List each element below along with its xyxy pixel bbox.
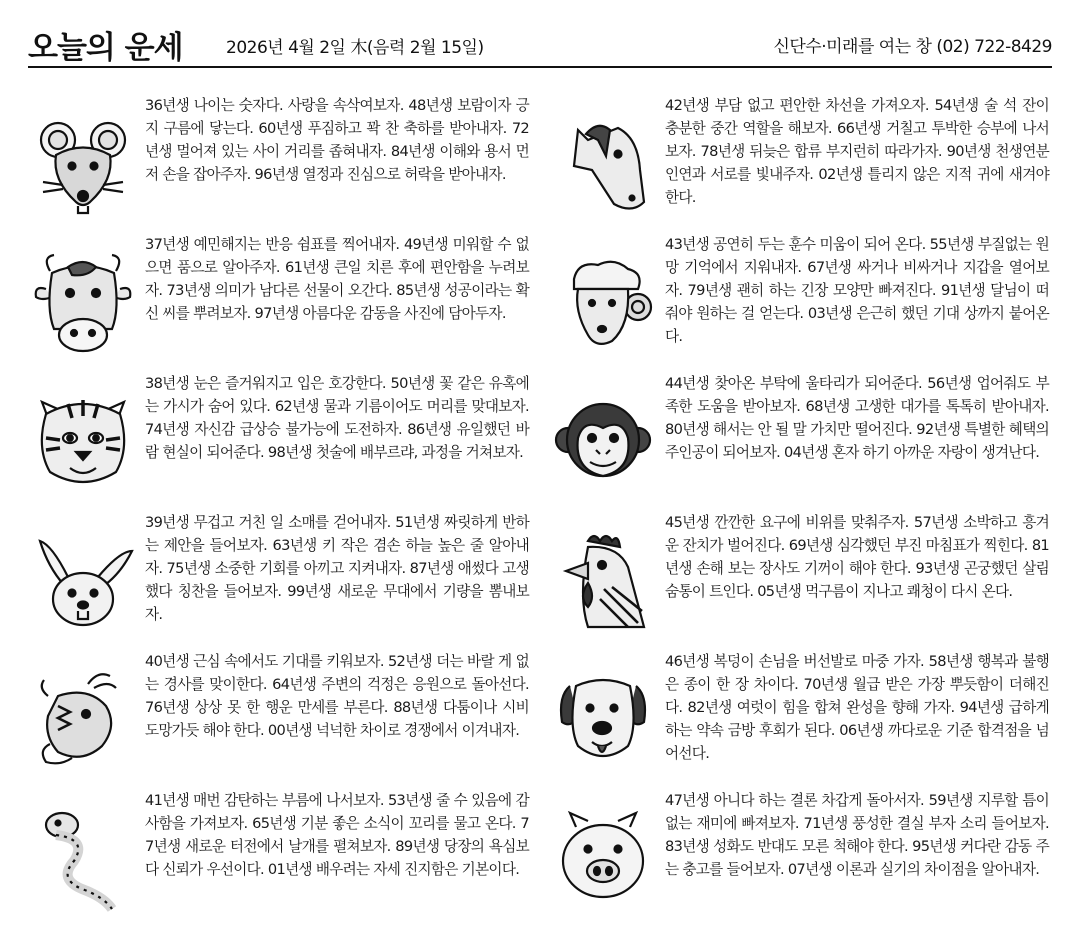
- fortune-horse: [548, 94, 1058, 224]
- fortune-dog: [548, 650, 1058, 780]
- fortune-rat: [28, 94, 538, 224]
- fortune-text: 45년생 깐깐한 요구에 비위를 맞춰주자. 57년생 소박하고 흥겨운 잔치가 벌어진다. 69년생 심각했던 부진 마침표가 찍힌다. 81년생 손해 보는 장사도 기꺼이 해야 한다. 93년생 곤궁했던 살림 숨통이 트인다. 05년생 먹구름이 지나고 쾌청이 다시 온다.: [665, 514, 1049, 600]
- fortune-text: 41년생 매번 감탄하는 부름에 나서보자. 53년생 줄 수 있음에 감사함을 가져보자. 65년생 기분 좋은 소식이 꼬리를 물고 온다. 77년생 새로운 터전에서 날개를 펼쳐보자. 89년생 당장의 욕심보다 신뢰가 우선이다. 01년생 배우려는 자세 진지함은 기본이다.: [145, 792, 529, 878]
- fortune-ox: [28, 233, 538, 363]
- fortune-snake: [28, 789, 538, 919]
- fortune-sheep: [548, 233, 1058, 363]
- fortune-tiger: [28, 372, 538, 502]
- fortune-pig: [548, 789, 1058, 919]
- fortune-text: 40년생 근심 속에서도 기대를 키워보자. 52년생 더는 바랄 게 없는 경사를 맞이한다. 64년생 주변의 걱정은 응원으로 돌아선다. 76년생 상상 못 한 행운 만세를 부른다. 88년생 다툼이나 시비 도망가듯 해야 한다. 00년생 넉넉한 차이로 경쟁에서 이겨내자.: [145, 653, 529, 739]
- fortune-monkey: [548, 372, 1058, 502]
- snake-icon: [28, 805, 138, 915]
- pig-icon: [548, 805, 658, 915]
- fortune-rooster: [548, 511, 1058, 641]
- fortune-text: 42년생 부담 없고 편안한 차선을 가져오자. 54년생 술 석 잔이 충분한 중간 역할을 해보자. 66년생 거칠고 투박한 승부에 나서보자. 78년생 뒤늦은 합류 부지런히 따라가자. 90년생 천생연분 인연과 서로를 빛내주자. 02년생 틀리지 않은 지적 귀에 새겨야 한다.: [665, 97, 1049, 206]
- fortune-text: 36년생 나이는 숫자다. 사랑을 속삭여보자. 48년생 보람이자 긍지 구름에 닿는다. 60년생 푸짐하고 꽉 찬 축하를 받아내자. 72년생 멀어져 있는 사이 거리를 좁혀내자. 84년생 이해와 용서 먼저 손을 잡아주자. 96년생 열정과 진심으로 허락을 받아내자.: [145, 97, 529, 183]
- fortune-text: 46년생 복덩이 손님을 버선발로 마중 가자. 58년생 행복과 불행은 종이 한 장 차이다. 70년생 월급 받은 가장 뿌듯함이 더해진다. 82년생 여럿이 힘을 합쳐 완성을 향해 가자. 94년생 급하게 하는 약속 금방 후회가 된다. 06년생 까다로운 기준 합격점을 넘어선다.: [665, 653, 1049, 762]
- dragon-icon: [28, 666, 138, 776]
- rabbit-icon: [28, 527, 138, 637]
- header-rule: [28, 66, 1052, 68]
- ox-icon: [28, 249, 138, 359]
- dog-icon: [548, 666, 658, 776]
- source-credit: 신단수·미래를 여는 창 (02) 722-8429: [773, 37, 1052, 57]
- rooster-icon: [548, 527, 658, 637]
- monkey-icon: [548, 388, 658, 498]
- fortune-text: 37년생 예민해지는 반응 쉼표를 찍어내자. 49년생 미워할 수 없으면 품으로 알아주자. 61년생 큰일 치른 후에 편안함을 누려보자. 73년생 의미가 남다른 선물이 오간다. 85년생 성공이라는 확신 씨를 뿌려보자. 97년생 아름다운 감동을 사진에 담아두자.: [145, 236, 529, 322]
- fortune-rabbit: [28, 511, 538, 641]
- horse-icon: [548, 110, 658, 220]
- header: [28, 22, 1052, 66]
- sheep-icon: [548, 249, 658, 359]
- fortune-text: 43년생 공연히 두는 훈수 미움이 되어 온다. 55년생 부질없는 원망 기억에서 지워내자. 67년생 싸거나 비싸거나 지갑을 열어보자. 79년생 괜히 하는 긴장 모양만 빠져진다. 91년생 달님이 떠줘야 원하는 걸 얻는다. 03년생 은근히 했던 기대 상까지 붙어온다.: [665, 236, 1049, 345]
- fortune-text: 44년생 찾아온 부탁에 울타리가 되어준다. 56년생 업어줘도 부족한 도움을 받아보자. 68년생 고생한 대가를 톡톡히 받아내자. 80년생 해서는 안 될 말 가치만 떨어진다. 92년생 특별한 혜택의 주인공이 되어보자. 04년생 혼자 하기 아까운 자랑이 생겨난다.: [665, 375, 1049, 461]
- fortune-text: 38년생 눈은 즐거워지고 입은 호강한다. 50년생 꽃 같은 유혹에는 가시가 숨어 있다. 62년생 물과 기름이어도 머리를 맞대보자. 74년생 자신감 급상승 불가능에 도전하자. 86년생 유일했던 바람 현실이 되어준다. 98년생 첫술에 배부르랴, 과정을 거쳐보자.: [145, 375, 529, 461]
- fortune-dragon: [28, 650, 538, 780]
- rat-icon: [28, 110, 138, 220]
- fortune-text: 47년생 아니다 하는 결론 차갑게 돌아서자. 59년생 지루할 틈이 없는 재미에 빠져보자. 71년생 풍성한 결실 부자 소리 들어보자. 83년생 성화도 반대도 모른 척해야 한다. 95년생 커다란 감동 주는 충고를 들어보자. 07년생 이론과 실기의 차이점을 알아내자.: [665, 792, 1049, 878]
- fortune-text: 39년생 무겁고 거친 일 소매를 걷어내자. 51년생 짜릿하게 반하는 제안을 들어보자. 63년생 키 작은 겸손 하늘 높은 줄 알아내자. 75년생 소중한 기회를 아끼고 지켜내자. 87년생 애썼다 고생했다 칭찬을 들어보자. 99년생 새로운 무대에서 기량을 뽐내보자.: [145, 514, 529, 623]
- issue-date: 2026년 4월 2일 木(음력 2월 15일): [226, 38, 484, 58]
- page-title: 오늘의 운세: [28, 30, 183, 66]
- tiger-icon: [28, 388, 138, 498]
